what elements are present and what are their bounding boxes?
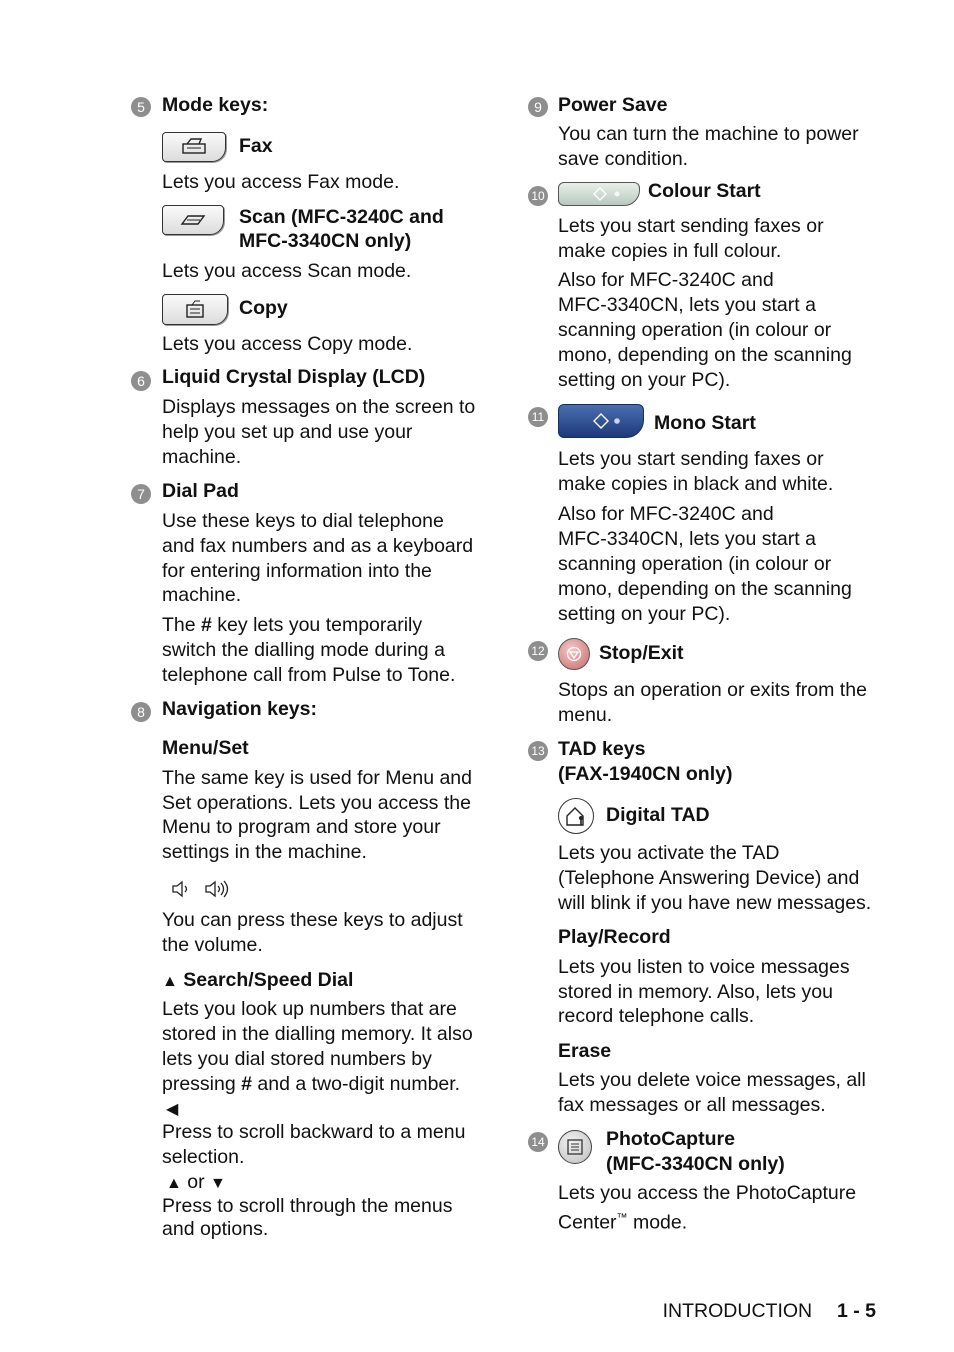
search-desc-line bbox=[162, 1072, 460, 1097]
section-title-line2: (FAX-1940CN only) bbox=[558, 763, 733, 785]
updown-desc-line: and options. bbox=[162, 1218, 269, 1240]
section-title: Stop/Exit bbox=[599, 642, 684, 664]
section-title: Colour Start bbox=[648, 180, 761, 202]
text: and a two-digit number. bbox=[251, 1073, 461, 1095]
photocapture-key-icon bbox=[558, 1130, 592, 1164]
digital-tad-desc-line: Lets you activate the TAD bbox=[558, 842, 780, 864]
copy-key-icon bbox=[162, 294, 228, 325]
section-number: 12 bbox=[528, 641, 548, 661]
colour-start-key-icon bbox=[558, 182, 640, 206]
erase-desc-line: fax messages or all messages. bbox=[558, 1094, 826, 1116]
trademark-symbol: ™ bbox=[616, 1212, 628, 1224]
mono-start-desc-line: scanning operation (in colour or bbox=[558, 553, 832, 575]
dial-pad-desc-line: for entering information into the bbox=[162, 560, 432, 582]
section-number: 8 bbox=[131, 702, 151, 722]
section-title-line2: (MFC-3340CN only) bbox=[606, 1153, 785, 1175]
speaker-low-icon bbox=[170, 878, 194, 900]
digital-tad-title: Digital TAD bbox=[606, 804, 710, 826]
search-desc-line: lets you dial stored numbers by bbox=[162, 1048, 432, 1070]
digital-tad-desc-line: (Telephone Answering Device) and bbox=[558, 867, 860, 889]
section-number: 13 bbox=[528, 741, 548, 761]
stop-exit-desc-line: Stops an operation or exits from the bbox=[558, 679, 867, 701]
mono-start-desc-line: MFC-3340CN, lets you start a bbox=[558, 528, 816, 550]
scan-label-line2: MFC-3340CN only) bbox=[239, 230, 412, 252]
scan-desc: Lets you access Scan mode. bbox=[162, 260, 412, 282]
section-title: Mode keys: bbox=[162, 94, 269, 116]
hash-key-desc-line: switch the dialling mode during a bbox=[162, 639, 445, 661]
scan-label-line1: Scan (MFC-3240C and bbox=[239, 206, 444, 228]
or-text: or bbox=[187, 1171, 205, 1193]
search-speed-dial-title bbox=[162, 968, 353, 994]
lcd-desc-line: help you set up and use your bbox=[162, 421, 413, 443]
section-number: 6 bbox=[131, 371, 151, 391]
text: key lets you temporarily bbox=[211, 614, 423, 636]
photocapture-desc-line: Lets you access the PhotoCapture bbox=[558, 1182, 857, 1204]
speaker-high-icon bbox=[203, 878, 233, 900]
menu-set-desc-line: settings in the machine. bbox=[162, 841, 367, 863]
copy-desc: Lets you access Copy mode. bbox=[162, 333, 413, 355]
search-desc-line: stored in the dialling memory. It also bbox=[162, 1023, 473, 1045]
colour-start-desc-line: Also for MFC-3240C and bbox=[558, 269, 774, 291]
stop-exit-desc-line: menu. bbox=[558, 704, 613, 726]
hash-symbol: # bbox=[201, 614, 212, 636]
section-number: 10 bbox=[528, 186, 548, 206]
page-number: 1 - 5 bbox=[836, 1300, 876, 1322]
section-title: Mono Start bbox=[654, 412, 756, 434]
updown-desc-line: Press to scroll through the menus bbox=[162, 1195, 453, 1217]
fax-label: Fax bbox=[239, 135, 273, 157]
search-desc-line: Lets you look up numbers that are bbox=[162, 998, 457, 1020]
scan-key-icon bbox=[162, 205, 224, 235]
fax-desc: Lets you access Fax mode. bbox=[162, 171, 400, 193]
up-arrow-icon: ▲ bbox=[166, 1175, 182, 1192]
page-footer bbox=[663, 1300, 876, 1323]
volume-desc-line: the volume. bbox=[162, 934, 263, 956]
menu-set-desc-line: Menu to program and store your bbox=[162, 816, 441, 838]
back-desc-line: Press to scroll backward to a menu bbox=[162, 1121, 466, 1143]
mono-start-desc-line: Also for MFC-3240C and bbox=[558, 503, 774, 525]
section-number: 7 bbox=[131, 484, 151, 504]
erase-title: Erase bbox=[558, 1040, 612, 1062]
section-title: Liquid Crystal Display (LCD) bbox=[162, 366, 426, 388]
up-arrow-icon: ▲ bbox=[162, 973, 178, 990]
hash-key-desc-line: telephone call from Pulse to Tone. bbox=[162, 664, 456, 686]
lcd-desc-line: Displays messages on the screen to bbox=[162, 396, 476, 418]
copy-label: Copy bbox=[239, 297, 288, 319]
menu-set-title: Menu/Set bbox=[162, 737, 249, 759]
mono-start-desc-line: mono, depending on the scanning bbox=[558, 578, 852, 600]
colour-start-desc-line: MFC-3340CN, lets you start a bbox=[558, 294, 816, 316]
fax-key-icon bbox=[162, 132, 226, 162]
lcd-desc-line: machine. bbox=[162, 446, 242, 468]
photocapture-desc-line bbox=[558, 1206, 687, 1235]
title-text: Search/Speed Dial bbox=[183, 969, 354, 991]
menu-set-desc-line: Set operations. Lets you access the bbox=[162, 792, 471, 814]
colour-start-desc-line: Lets you start sending faxes or bbox=[558, 215, 824, 237]
section-title: PhotoCapture bbox=[606, 1128, 735, 1150]
footer-section: INTRODUCTION bbox=[662, 1300, 813, 1322]
mono-start-desc-line: setting on your PC). bbox=[558, 603, 731, 625]
text: Center bbox=[558, 1211, 617, 1234]
dial-pad-desc-line: machine. bbox=[162, 584, 242, 606]
mono-start-desc-line: make copies in black and white. bbox=[558, 473, 834, 495]
erase-desc-line: Lets you delete voice messages, all bbox=[558, 1069, 866, 1091]
section-number: 5 bbox=[131, 97, 151, 117]
mono-start-key-icon bbox=[558, 404, 644, 438]
back-desc-line: selection. bbox=[162, 1146, 245, 1168]
text: The bbox=[162, 614, 202, 636]
colour-start-desc-line: scanning operation (in colour or bbox=[558, 319, 832, 341]
play-record-desc-line: Lets you listen to voice messages bbox=[558, 956, 850, 978]
down-arrow-icon: ▼ bbox=[210, 1175, 226, 1192]
section-title: Power Save bbox=[558, 94, 668, 116]
left-arrow-icon: ◀ bbox=[166, 1101, 179, 1118]
section-number: 14 bbox=[528, 1132, 548, 1152]
section-title: Navigation keys: bbox=[162, 698, 317, 720]
section-title: TAD keys bbox=[558, 738, 646, 760]
menu-set-desc-line: The same key is used for Menu and bbox=[162, 767, 472, 789]
text: pressing bbox=[162, 1073, 242, 1095]
dial-pad-desc-line: Use these keys to dial telephone bbox=[162, 510, 444, 532]
text: mode. bbox=[627, 1211, 688, 1234]
section-number: 9 bbox=[528, 97, 548, 117]
power-save-desc-line: You can turn the machine to power bbox=[558, 123, 859, 145]
colour-start-desc-line: setting on your PC). bbox=[558, 369, 731, 391]
mono-start-desc-line: Lets you start sending faxes or bbox=[558, 448, 824, 470]
colour-start-desc-line: mono, depending on the scanning bbox=[558, 344, 852, 366]
play-record-desc-line: record telephone calls. bbox=[558, 1005, 755, 1027]
hash-symbol: # bbox=[241, 1073, 252, 1095]
up-or-down-keys bbox=[166, 1170, 226, 1197]
section-number: 11 bbox=[528, 407, 548, 427]
stop-exit-key-icon bbox=[558, 638, 590, 670]
section-title: Dial Pad bbox=[162, 480, 239, 502]
play-record-title: Play/Record bbox=[558, 926, 671, 948]
volume-desc-line: You can press these keys to adjust bbox=[162, 909, 463, 931]
colour-start-desc-line: make copies in full colour. bbox=[558, 240, 782, 262]
dial-pad-desc-line: and fax numbers and as a keyboard bbox=[162, 535, 474, 557]
digital-tad-desc-line: will blink if you have new messages. bbox=[558, 892, 872, 914]
hash-key-desc bbox=[162, 613, 422, 638]
digital-tad-key-icon bbox=[558, 798, 594, 834]
power-save-desc-line: save condition. bbox=[558, 148, 689, 170]
play-record-desc-line: stored in memory. Also, lets you bbox=[558, 981, 833, 1003]
